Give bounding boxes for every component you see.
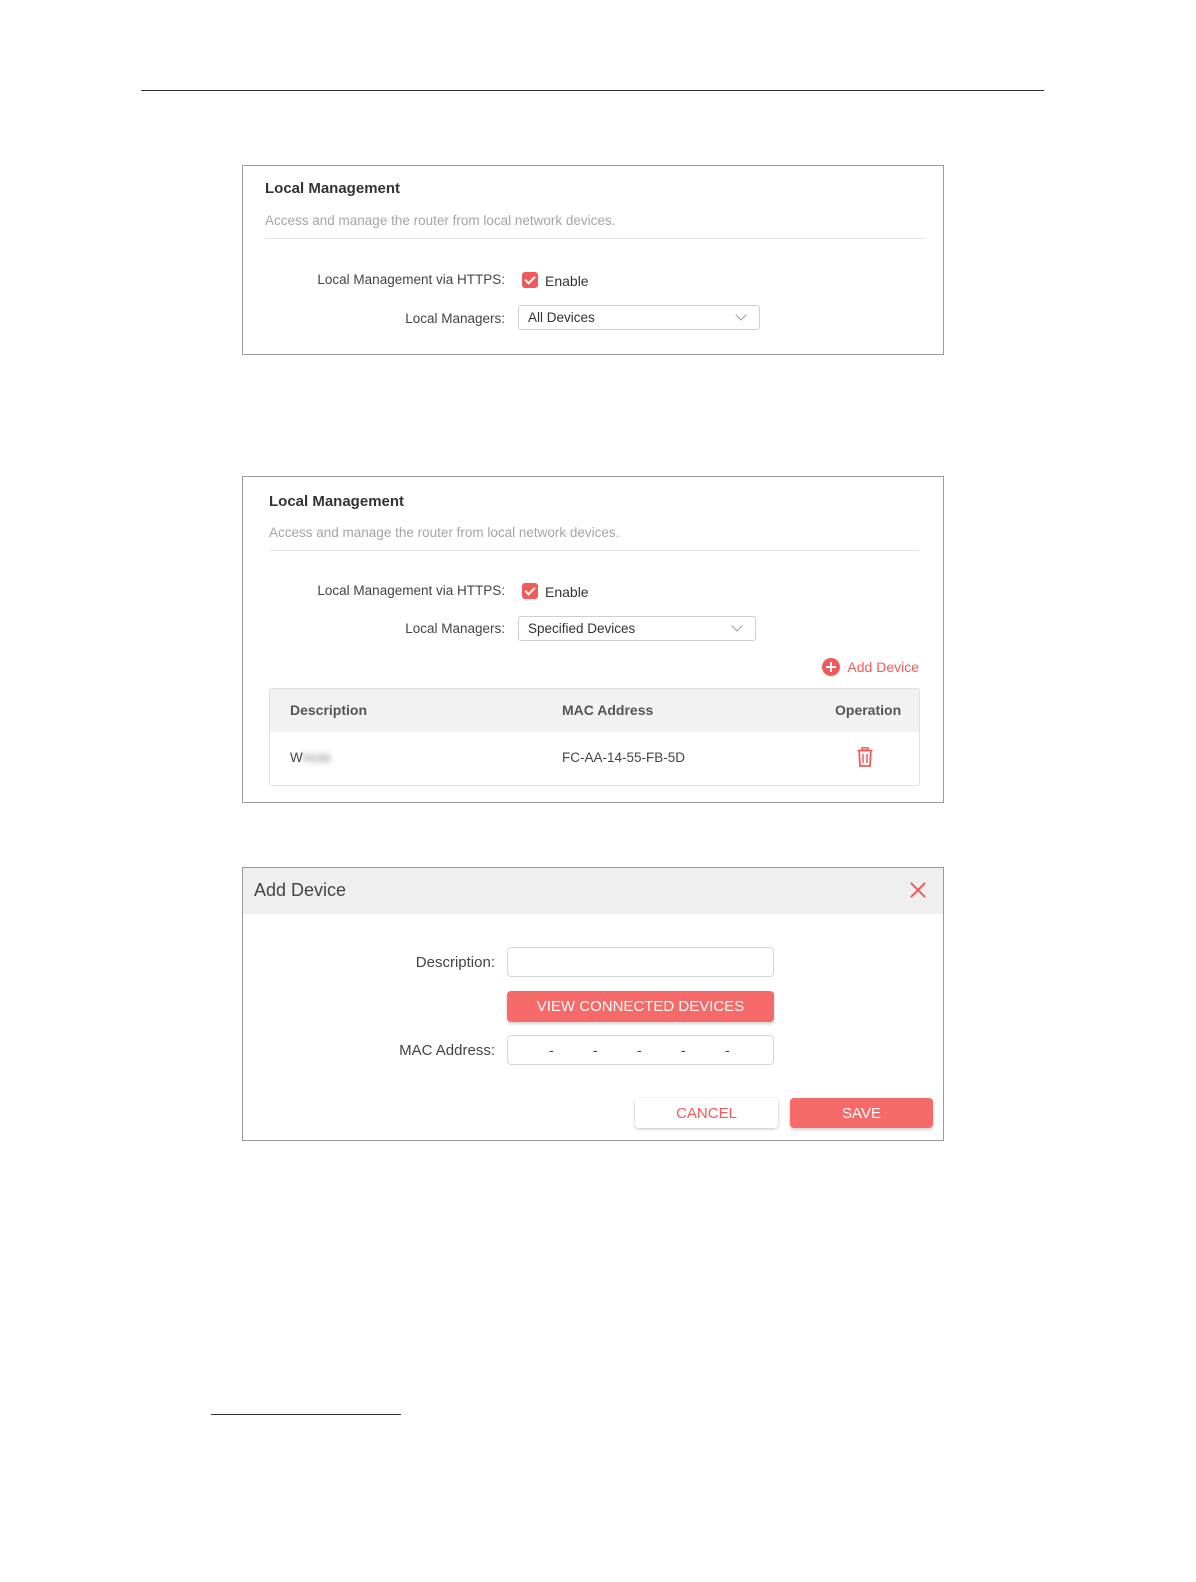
mac-separator: - (549, 1042, 554, 1058)
dialog-title: Add Device (254, 880, 347, 900)
mac-separator: - (593, 1042, 598, 1058)
cancel-button[interactable]: CANCEL (635, 1098, 778, 1128)
page-header-rule (141, 90, 1044, 91)
https-label: Local Management via HTTPS: (317, 272, 505, 287)
local-managers-value: Specified Devices (528, 621, 636, 636)
panel-title: Local Management (269, 493, 405, 510)
view-connected-devices-button[interactable]: VIEW CONNECTED DEVICES (507, 991, 774, 1022)
column-header-description: Description (290, 702, 368, 718)
description-label: Description: (415, 954, 495, 971)
mac-separator: - (637, 1042, 642, 1058)
column-header-mac-address: MAC Address (562, 702, 654, 718)
local-management-panel-all-devices (242, 165, 944, 355)
row-mac-address: FC-AA-14-55-FB-5D (562, 750, 686, 765)
dialog-header (243, 868, 943, 914)
local-managers-value: All Devices (528, 310, 595, 325)
add-device-button[interactable] (822, 658, 919, 676)
device-table (269, 688, 920, 786)
row-description-blurred: ncss (302, 750, 331, 765)
mac-separator: - (681, 1042, 686, 1058)
mac-address-input[interactable] (507, 1035, 774, 1065)
https-label: Local Management via HTTPS: (317, 583, 505, 598)
column-header-operation: Operation (835, 702, 902, 718)
panel-title: Local Management (265, 180, 401, 197)
https-enable-checkbox[interactable] (522, 272, 538, 288)
add-device-label: Add Device (847, 659, 919, 675)
local-managers-label: Local Managers: (405, 311, 505, 326)
mac-address-label: MAC Address: (399, 1042, 495, 1059)
local-management-panel-specified-devices (242, 476, 944, 803)
trash-icon[interactable] (857, 747, 873, 767)
local-managers-select[interactable] (518, 616, 756, 641)
close-icon[interactable] (909, 881, 927, 899)
https-enable-label: Enable (545, 584, 589, 600)
chevron-down-icon (735, 309, 746, 320)
panel-description: Access and manage the router from local network devices. (265, 213, 616, 228)
row-description (290, 750, 331, 765)
description-input[interactable] (507, 947, 774, 977)
panel-divider (265, 238, 925, 239)
mac-separator: - (725, 1042, 730, 1058)
https-enable-label: Enable (545, 273, 589, 289)
row-description-visible: W (290, 750, 303, 765)
chevron-down-icon (731, 620, 742, 631)
footnote-rule (211, 1414, 401, 1415)
https-enable-checkbox[interactable] (522, 583, 538, 599)
local-managers-select[interactable] (518, 305, 760, 330)
add-device-dialog (242, 867, 944, 1141)
panel-description: Access and manage the router from local network devices. (269, 525, 620, 540)
plus-circle-icon (822, 658, 840, 676)
panel-divider (269, 550, 919, 551)
save-button[interactable]: SAVE (790, 1098, 933, 1128)
local-managers-label: Local Managers: (405, 621, 505, 636)
